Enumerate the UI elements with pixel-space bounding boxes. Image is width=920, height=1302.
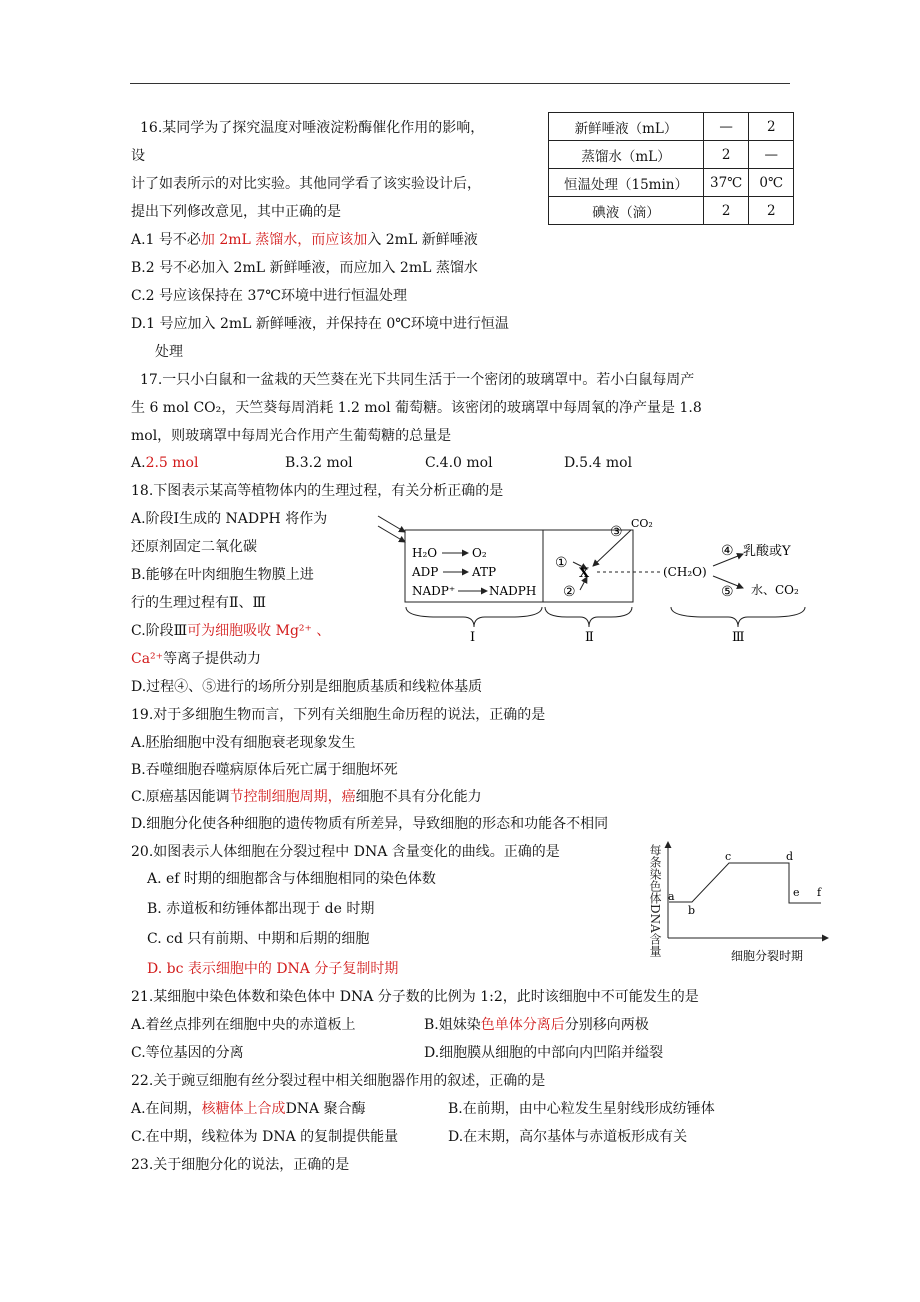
table-row bbox=[549, 197, 794, 225]
step-5-label: ⑤ bbox=[721, 584, 734, 600]
light-arrow bbox=[378, 516, 405, 532]
step-1-label: ① bbox=[555, 555, 568, 571]
q21-option-a: A.着丝点排列在细胞中央的赤道板上 bbox=[131, 1017, 356, 1033]
table-cell: 2 bbox=[704, 141, 749, 169]
stage-3-brace bbox=[671, 607, 805, 627]
q16-option-a-text: 入 2mL 新鲜唾液 bbox=[367, 232, 478, 248]
table-row bbox=[549, 141, 794, 169]
q18-option-c-cont bbox=[131, 649, 261, 669]
graph-x-label: 细胞分裂时期 bbox=[731, 949, 804, 963]
q18-option-a-cont: 还原剂固定二氧化碳 bbox=[131, 539, 257, 555]
point-f: f bbox=[817, 886, 822, 899]
q16-stem: 计了如表所示的对比实验。其他同学看了该实验设计后， bbox=[131, 176, 481, 192]
q21-option-c: C.等位基因的分离 bbox=[131, 1045, 244, 1061]
q22-option-a-text: DNA 聚合酶 bbox=[285, 1101, 366, 1117]
q19-option-d: D.细胞分化使各种细胞的遗传物质有所差异，导致细胞的形态和功能各不相同 bbox=[131, 816, 609, 832]
q22-option-c: C.在中期，线粒体为 DNA 的复制提供能量 bbox=[131, 1129, 399, 1145]
point-c: c bbox=[725, 850, 732, 863]
q17-option-b: B.3.2 mol bbox=[285, 455, 353, 471]
q17-stem: mol，则玻璃罩中每周光合作用产生葡萄糖的总量是 bbox=[131, 428, 452, 444]
table-cell: 恒温处理（15min） bbox=[549, 169, 704, 197]
table-cell: 2 bbox=[749, 113, 794, 141]
q22-option-d: D.在末期，高尔基体与赤道板形成有关 bbox=[448, 1129, 688, 1145]
q16-option-c: C.2 号应该保持在 37℃环境中进行恒温处理 bbox=[131, 288, 407, 304]
water-label: 水、CO₂ bbox=[751, 583, 799, 597]
table-cell: — bbox=[749, 141, 794, 169]
q19-stem: 19.对于多细胞生物而言，下列有关细胞生命历程的说法，正确的是 bbox=[131, 707, 546, 723]
point-e: e bbox=[793, 886, 800, 899]
stage-2-label: Ⅱ bbox=[585, 630, 594, 645]
q17-option-a-highlight: 2.5 mol bbox=[145, 455, 199, 471]
q18-option-b: B.能够在叶肉细胞生物膜上进 bbox=[131, 567, 314, 583]
q16-option-b: B.2 号不必加入 2mL 新鲜唾液，而应加入 2mL 蒸馏水 bbox=[131, 260, 478, 276]
q19-option-c-text: C.原癌基因能调 bbox=[131, 789, 230, 805]
q18-stem: 18.下图表示某高等植物体内的生理过程，有关分析正确的是 bbox=[131, 483, 504, 499]
q16-option-d-cont: 处理 bbox=[155, 344, 183, 360]
q17-stem: 17.一只小白鼠和一盆栽的天竺葵在光下共同生活于一个密闭的玻璃罩中。若小白鼠每周产 bbox=[140, 372, 695, 388]
q16-stem: 提出下列修改意见，其中正确的是 bbox=[131, 204, 341, 220]
nadp-label: NADP⁺ bbox=[412, 584, 456, 598]
table-cell: 蒸馏水（mL） bbox=[549, 141, 704, 169]
q21-option-b bbox=[424, 1015, 649, 1035]
stage-3-label: Ⅲ bbox=[732, 630, 745, 645]
light-arrow bbox=[378, 526, 405, 542]
q18-option-c-text: C.阶段Ⅲ bbox=[131, 623, 188, 639]
table-cell: 碘液（滴） bbox=[549, 197, 704, 225]
q22-stem: 22.关于豌豆细胞有丝分裂过程中相关细胞器作用的叙述，正确的是 bbox=[131, 1073, 546, 1089]
q17-option-a bbox=[131, 453, 198, 473]
point-a: a bbox=[668, 890, 675, 903]
ch2o-label: (CH₂O) bbox=[663, 565, 707, 579]
q22-option-a-text: A.在间期， bbox=[131, 1101, 202, 1117]
q17-option-a-text: A. bbox=[131, 455, 146, 471]
q16-option-a-text: A.1 号不必 bbox=[131, 232, 201, 248]
x-label: X bbox=[579, 566, 590, 581]
table-cell: 新鲜唾液（mL） bbox=[549, 113, 704, 141]
q21-option-b-highlight: 色单体分离后 bbox=[480, 1017, 565, 1033]
q20-option-a: A. ef 时期的细胞都含与体细胞相同的染色体数 bbox=[147, 871, 436, 887]
q16-stem: 16.某同学为了探究温度对唾液淀粉酶催化作用的影响， bbox=[140, 120, 485, 136]
q18-option-b-cont: 行的生理过程有Ⅱ、Ⅲ bbox=[131, 595, 267, 611]
q19-option-c-text: 细胞不具有分化能力 bbox=[355, 789, 482, 805]
nadph-label: NADPH bbox=[489, 584, 537, 598]
step-2-label: ② bbox=[563, 584, 576, 600]
q19-option-c bbox=[131, 787, 482, 807]
q17-stem: 生 6 mol CO₂，天竺葵每周消耗 1.2 mol 葡萄糖。该密闭的玻璃罩中每周氧的净产量是 1.8 bbox=[131, 400, 702, 416]
table-cell: 2 bbox=[704, 197, 749, 225]
step-3-label: ③ bbox=[610, 524, 623, 540]
graph-y-label bbox=[648, 843, 662, 957]
q17-option-d: D.5.4 mol bbox=[564, 455, 633, 471]
q20-option-d: D. bc 表示细胞中的 DNA 分子复制时期 bbox=[147, 961, 399, 977]
q19-option-a: A.胚胎细胞中没有细胞衰老现象发生 bbox=[131, 735, 356, 751]
q23-stem: 23.关于细胞分化的说法，正确的是 bbox=[131, 1157, 350, 1173]
q18-option-c-highlight: 可为细胞吸收 Mg²⁺ 、 bbox=[187, 623, 331, 639]
point-d: d bbox=[786, 850, 794, 863]
q20-stem: 20.如图表示人体细胞在分裂过程中 DNA 含量变化的曲线。正确的是 bbox=[131, 844, 560, 860]
q20-option-c: C. cd 只有前期、中期和后期的细胞 bbox=[147, 931, 370, 947]
experiment-table bbox=[548, 112, 794, 225]
q16-stem: 设 bbox=[131, 148, 145, 164]
q18-option-c bbox=[131, 621, 330, 641]
q18-option-a: A.阶段Ⅰ生成的 NADPH 将作为 bbox=[131, 511, 328, 527]
lactic-label: 乳酸或Y bbox=[743, 544, 791, 559]
q16-option-d: D.1 号应加入 2mL 新鲜唾液，并保持在 0℃环境中进行恒温 bbox=[131, 316, 509, 332]
q18-option-c-highlight: Ca²⁺ bbox=[131, 651, 164, 667]
q21-stem: 21.某细胞中染色体数和染色体中 DNA 分子数的比例为 1:2，此时该细胞中不可能发生的是 bbox=[131, 989, 699, 1005]
atp-label: ATP bbox=[472, 565, 497, 579]
q17-option-c: C.4.0 mol bbox=[425, 455, 493, 471]
table-row bbox=[549, 169, 794, 197]
q21-option-b-text: 分别移向两极 bbox=[564, 1017, 649, 1033]
table-cell: 37℃ bbox=[704, 169, 749, 197]
step-4-label: ④ bbox=[721, 543, 734, 559]
table-row bbox=[549, 113, 794, 141]
q16-option-a bbox=[131, 230, 478, 250]
q20-option-b: B. 赤道板和纺锤体都出现于 de 时期 bbox=[147, 901, 375, 917]
q21-option-d: D.细胞膜从细胞的中部向内凹陷并缢裂 bbox=[424, 1045, 664, 1061]
q22-option-b: B.在前期，由中心粒发生星射线形成纺锤体 bbox=[448, 1101, 715, 1117]
co2-label: CO₂ bbox=[631, 517, 653, 530]
q19-option-b: B.吞噬细胞吞噬病原体后死亡属于细胞坏死 bbox=[131, 762, 398, 778]
q16-option-a-highlight: 加 2mL 蒸馏水，而应该加 bbox=[200, 232, 368, 248]
q22-option-a bbox=[131, 1099, 366, 1119]
stage-1-label: Ⅰ bbox=[470, 630, 476, 645]
photosynthesis-diagram bbox=[375, 510, 815, 645]
dna-content-graph bbox=[645, 838, 835, 968]
table-cell: — bbox=[704, 113, 749, 141]
q18-option-c-text: 等离子提供动力 bbox=[163, 651, 262, 667]
adp-label: ADP bbox=[412, 565, 439, 579]
q19-option-c-highlight: 节控制细胞周期，癌 bbox=[229, 789, 356, 805]
header-rule bbox=[130, 83, 790, 84]
o2-label: O₂ bbox=[472, 546, 487, 560]
point-b: b bbox=[688, 904, 696, 917]
table-cell: 0℃ bbox=[749, 169, 794, 197]
h2o-label: H₂O bbox=[412, 546, 438, 560]
stage-2-brace bbox=[545, 607, 632, 627]
q21-option-b-text: B.姐妹染 bbox=[424, 1017, 481, 1033]
q22-option-a-highlight: 核糖体上合成 bbox=[201, 1101, 286, 1117]
q18-option-d: D.过程④、⑤进行的场所分别是细胞质基质和线粒体基质 bbox=[131, 679, 483, 695]
table-cell: 2 bbox=[749, 197, 794, 225]
stage-1-brace bbox=[406, 607, 542, 627]
graph-y-label-text: 每条染色体DNA含量 bbox=[648, 844, 662, 957]
